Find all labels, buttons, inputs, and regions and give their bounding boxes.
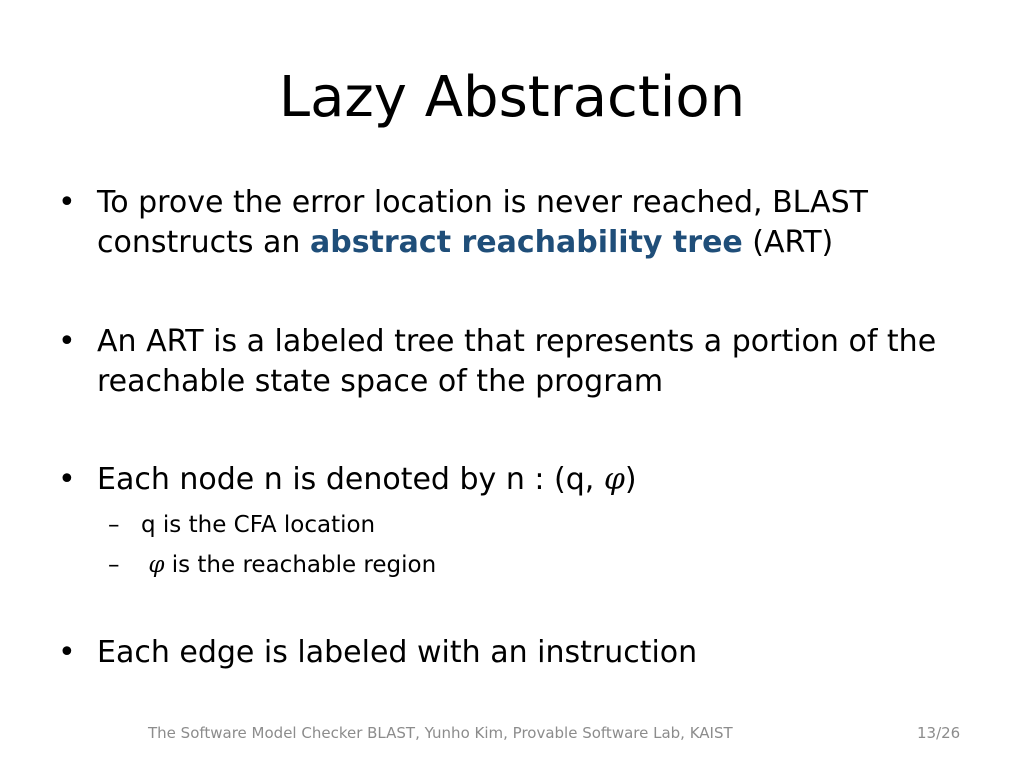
bullet-text	[97, 183, 948, 263]
bullet-item-art-definition	[58, 322, 948, 402]
sub-item-text-rest: is the reachable region	[164, 552, 437, 578]
bullet-text-pre: To prove the error location is never reached, BLAST constructs an	[97, 185, 868, 260]
sub-item-cfa-location	[108, 510, 948, 540]
sub-item-reachable-region	[108, 550, 948, 580]
bullet-item-art-construction	[58, 183, 948, 263]
dash-icon: –	[108, 552, 120, 578]
bullet-item-node-notation	[58, 460, 948, 500]
bullet-icon: •	[58, 462, 76, 497]
bullet-item-edge-labels	[58, 633, 948, 673]
bullet-icon: •	[58, 185, 76, 220]
phi-symbol: φ	[603, 462, 625, 497]
highlighted-term: abstract reachability tree	[309, 225, 743, 260]
bullet-text	[97, 460, 948, 500]
bullet-text-post: (ART)	[742, 225, 834, 260]
dash-icon: –	[108, 512, 120, 538]
bullet-icon: •	[58, 324, 76, 359]
page-number: 13/26	[917, 724, 961, 742]
bullet-text: Each edge is labeled with an instruction	[97, 635, 698, 670]
sub-item-text	[141, 550, 948, 580]
bullet-text-post: )	[624, 462, 637, 497]
bullet-icon: •	[58, 635, 76, 670]
phi-symbol: φ	[148, 552, 165, 578]
sub-item-text: q is the CFA location	[141, 512, 376, 538]
slide-title: Lazy Abstraction	[278, 65, 746, 130]
bullet-text: An ART is a labeled tree that represents a portion of the reachable state space of the program	[97, 324, 937, 399]
slide-footer: The Software Model Checker BLAST, Yunho Kim, Provable Software Lab, KAIST	[148, 724, 733, 742]
bullet-text-pre: Each node n is denoted by n : (q,	[97, 462, 604, 497]
